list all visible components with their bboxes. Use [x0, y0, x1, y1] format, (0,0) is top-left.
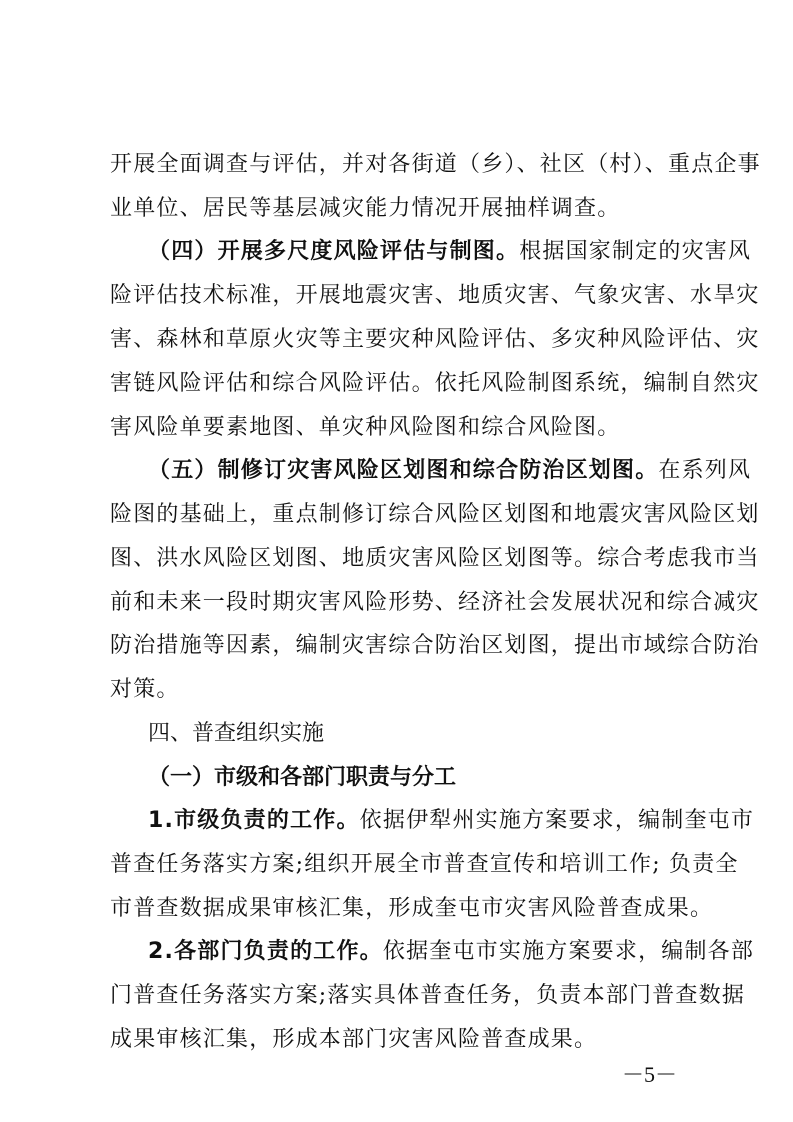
section-4-subheading: （一）市级和各部门职责与分工: [148, 765, 457, 790]
p5-line-1-rest: 在系列风: [658, 458, 752, 483]
page-number: －5－: [622, 1062, 678, 1087]
item2-line-1-rest: 依据奎屯市实施方案要求，编制各部: [382, 939, 755, 964]
item2-first-line: [148, 937, 754, 967]
p5-line-5: 防治措施等因素，编制灾害综合防治区划图，提出市域综合防治: [110, 633, 760, 658]
item1-line-3: 市普查数据成果审核汇集，形成奎屯市灾害风险普查成果。: [110, 896, 714, 921]
item2-heading: 2.各部门负责的工作。: [148, 939, 383, 964]
intro-line-2: 业单位、居民等基层减灾能力情况开展抽样调查。: [110, 196, 621, 221]
p4-first-line: [148, 237, 751, 267]
item1-first-line: [148, 806, 754, 836]
p5-line-4: 前和未来一段时期灾害风险形势、经济社会发展状况和综合减灾: [110, 590, 760, 615]
item2-line-3: 成果审核汇集，形成本部门灾害风险普查成果。: [110, 1027, 598, 1052]
p5-line-2: 险图的基础上，重点制修订综合风险区划图和地震灾害风险区划: [110, 502, 760, 527]
item1-line-1-rest: 依据伊犁州实施方案要求，编制奎屯市: [359, 808, 755, 833]
p5-line-3: 图、洪水风险区划图、地质灾害风险区划图等。综合考虑我市当: [110, 546, 760, 571]
item1-line-2: 普查任务落实方案;组织开展全市普查宣传和培训工作; 负责全: [110, 852, 739, 877]
p5-heading: （五）制修订灾害风险区划图和综合防治区划图。: [148, 458, 659, 483]
p4-line-3: 害、森林和草原火灾等主要灾种风险评估、多灾种风险评估、灾: [110, 327, 760, 352]
p4-line-1-rest: 根据国家制定的灾害风: [519, 239, 752, 264]
p4-line-5: 害风险单要素地图、单灾种风险图和综合风险图。: [110, 415, 621, 440]
p4-line-4: 害链风险评估和综合风险评估。依托风险制图系统，编制自然灾: [110, 371, 760, 396]
p5-line-6: 对策。: [110, 677, 180, 702]
p5-first-line: [148, 456, 751, 486]
section-4-title: 四、普查组织实施: [148, 721, 325, 746]
p4-line-2: 险评估技术标准，开展地震灾害、地质灾害、气象灾害、水旱灾: [110, 283, 760, 308]
item2-line-2: 门普查任务落实方案;落实具体普查任务，负责本部门普查数据: [110, 983, 746, 1008]
p4-heading: （四）开展多尺度风险评估与制图。: [148, 239, 520, 264]
intro-line-1: 开展全面调查与评估，并对各街道（乡）、社区（村）、重点企事: [110, 152, 761, 177]
item1-heading: 1.市级负责的工作。: [148, 808, 360, 833]
